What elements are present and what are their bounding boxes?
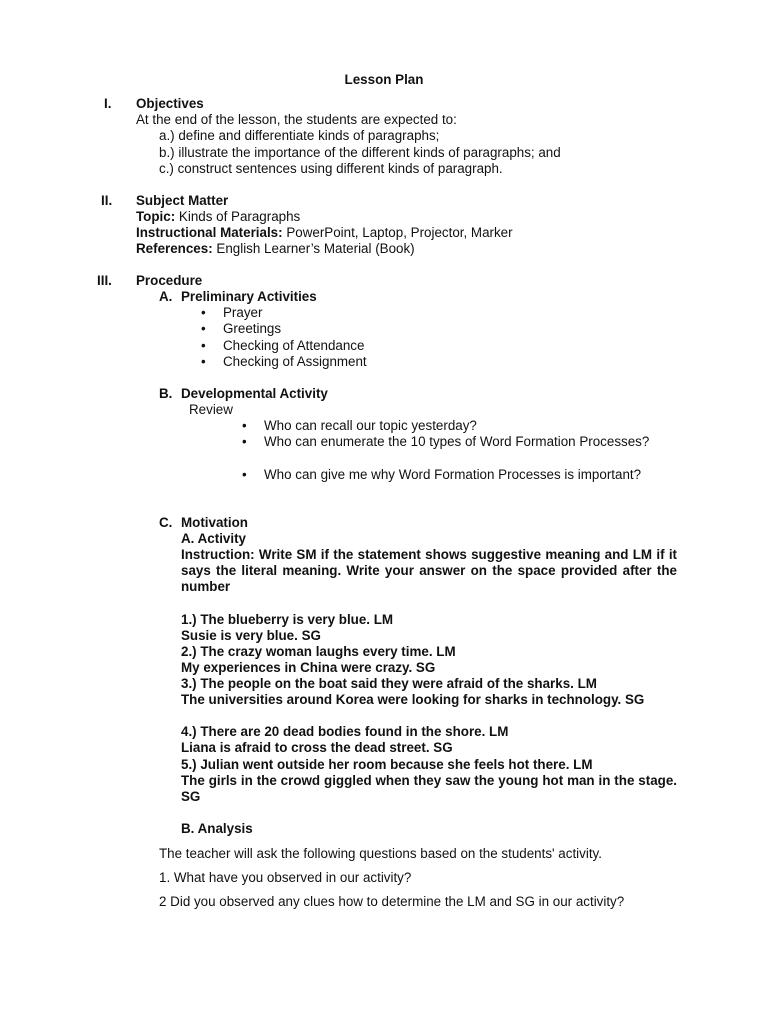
topic-value: Kinds of Paragraphs <box>178 209 301 224</box>
topic-line <box>136 209 300 225</box>
objective-item: b.) illustrate the importance of the different kinds of paragraphs; and <box>159 145 561 160</box>
bullet-item: • Prayer <box>223 305 262 321</box>
objective-item: a.) define and differentiate kinds of paragraphs; <box>159 128 440 143</box>
bullet-item: • Checking of Assignment <box>223 354 367 370</box>
bullet-item: • Who can recall our topic yesterday? <box>264 418 477 434</box>
activity-statement: The girls in the crowd giggled when they saw the young hot man in the stage. SG <box>181 773 677 804</box>
activity-statement: 3.) The people on the boat said they were afraid of the sharks. LM <box>181 676 597 691</box>
bullet-item: • Checking of Attendance <box>223 338 364 354</box>
section-number-subject-matter: II. <box>101 193 113 208</box>
references-label: References: <box>136 241 213 256</box>
analysis-question: 2 Did you observed any clues how to determine the LM and SG in our activity? <box>159 894 625 909</box>
analysis-intro: The teacher will ask the following questions based on the students' activity. <box>159 846 602 861</box>
activity-statement: 4.) There are 20 dead bodies found in the shore. LM <box>181 724 509 739</box>
activity-statement: 2.) The crazy woman laughs every time. LM <box>181 644 456 659</box>
section-heading-procedure: Procedure <box>136 273 203 288</box>
activity-instruction: Instruction: Write SM if the statement shows suggestive meaning and LM if it says the literal meaning. Write your answer on the space provided after the number <box>181 547 677 594</box>
section-heading-subject-matter: Subject Matter <box>136 193 229 208</box>
activity-statement: Liana is afraid to cross the dead street. SG <box>181 740 453 755</box>
section-number-procedure: III. <box>97 273 112 288</box>
objectives-intro: At the end of the lesson, the students are expected to: <box>136 112 457 127</box>
review-label: Review <box>189 402 233 417</box>
references-value: English Learner’s Material (Book) <box>216 241 415 256</box>
analysis-question: 1. What have you observed in our activity? <box>159 870 412 885</box>
materials-value: PowerPoint, Laptop, Projector, Marker <box>286 225 513 240</box>
activity-statement: Susie is very blue. SG <box>181 628 321 643</box>
materials-line <box>136 225 513 241</box>
references-line <box>136 241 415 257</box>
document-title: Lesson Plan <box>344 72 424 87</box>
topic-label: Topic: <box>136 209 176 224</box>
subsection-heading-developmental: Developmental Activity <box>181 386 328 401</box>
subsection-heading-preliminary: Preliminary Activities <box>181 289 317 304</box>
activity-statement: 1.) The blueberry is very blue. LM <box>181 612 394 627</box>
bullet-item: • Who can give me why Word Formation Processes is important? <box>264 467 677 483</box>
activity-heading: A. Activity <box>181 531 246 546</box>
section-number-objectives: I. <box>104 96 112 111</box>
objective-item: c.) construct sentences using different kinds of paragraph. <box>159 161 503 176</box>
subsection-label: C. <box>159 515 173 530</box>
activity-statement: My experiences in China were crazy. SG <box>181 660 436 675</box>
materials-label: Instructional Materials: <box>136 225 283 240</box>
subsection-heading-motivation: Motivation <box>181 515 248 530</box>
bullet-item: • Who can enumerate the 10 types of Word Formation Processes? <box>264 434 677 450</box>
section-heading-objectives: Objectives <box>136 96 204 111</box>
subsection-label: A. <box>159 289 173 304</box>
subsection-label: B. <box>159 386 173 401</box>
activity-statement: The universities around Korea were looking for sharks in technology. SG <box>181 692 645 707</box>
bullet-item: • Greetings <box>223 321 281 337</box>
activity-statement: 5.) Julian went outside her room because she feels hot there. LM <box>181 757 593 772</box>
analysis-heading: B. Analysis <box>181 821 253 836</box>
